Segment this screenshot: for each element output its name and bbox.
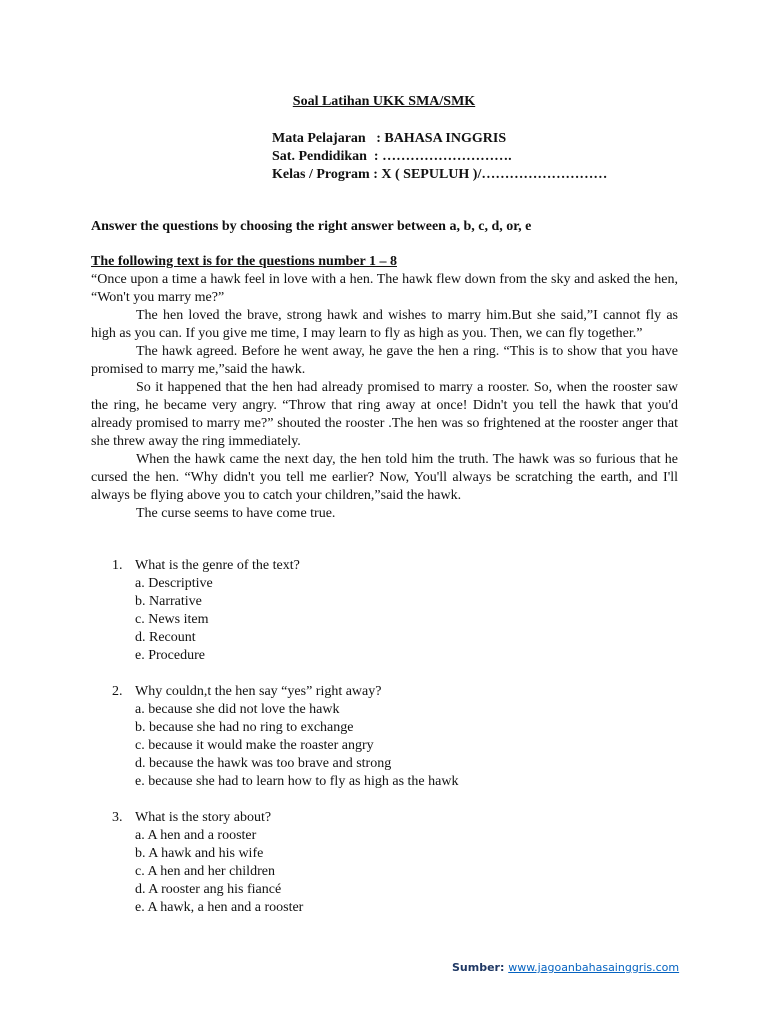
answer-option: a. because she did not love the hawk [135,702,340,717]
answer-option: e. A hawk, a hen and a rooster [135,900,304,915]
answer-options [112,701,672,791]
answer-option: d. Recount [135,630,196,645]
answer-options [112,827,672,917]
passage-paragraph: So it happened that the hen had already promised to marry a rooster. So, when the rooster saw the ring, he became very angry. “Throw that ring away at once! Didn't you tell the hawk that you'd already promised to marry me?” shouted the rooster .The hen was so frightened at the rooster anger that she threw away the ring immediately. [91,380,678,449]
question-number: 1. [112,558,123,573]
source-link[interactable]: www.jagoanbahasainggris.com [508,961,680,974]
meta-class-program: Kelas / Program : X ( SEPULUH )/……………………… [272,167,608,182]
question-2 [112,683,672,791]
document-title: Soal Latihan UKK SMA/SMK [292,94,476,109]
answer-option: b. A hawk and his wife [135,846,264,861]
question-list [112,557,672,935]
answer-option: e. Procedure [135,648,205,663]
passage-heading: The following text is for the questions number 1 – 8 [91,254,397,269]
passage-paragraph: The hen loved the brave, strong hawk and wishes to marry him.But she said,”I cannot fly as high as you can. If you give me time, I may learn to fly as high as you. Then, we can fly together.” [91,308,678,341]
question-text: What is the genre of the text? [135,558,300,573]
question-3 [112,809,672,917]
passage-paragraph: “Once upon a time a hawk feel in love with a hen. The hawk flew down from the sky and asked the hen, “Won't you marry me?” [91,272,678,305]
instruction: Answer the questions by choosing the right answer between a, b, c, d, or, e [91,219,532,234]
answer-option: c. A hen and her children [135,864,275,879]
question-number: 2. [112,684,123,699]
source-footer [452,961,679,974]
answer-option: a. Descriptive [135,576,213,591]
question-1 [112,557,672,665]
passage-paragraph: When the hawk came the next day, the hen told him the truth. The hawk was so furious that he cursed the hen. “Why didn't you tell me earlier? Now, You'll always be scratching the earth, and I'll always be flying above you to catch your children,”said the hawk. [91,452,678,503]
source-label: Sumber: [452,961,509,974]
answer-option: d. because the hawk was too brave and strong [135,756,392,771]
question-text: What is the story about? [135,810,272,825]
answer-options [112,575,672,665]
meta-school-unit: Sat. Pendidikan : ………………………. [272,149,512,164]
answer-option: c. News item [135,612,209,627]
exam-meta [272,130,607,184]
question-text: Why couldn,t the hen say “yes” right away? [135,684,382,699]
answer-option: e. because she had to learn how to fly as high as the hawk [135,774,459,789]
answer-option: c. because it would make the roaster angry [135,738,374,753]
answer-option: b. Narrative [135,594,202,609]
answer-option: a. A hen and a rooster [135,828,257,843]
question-number: 3. [112,810,123,825]
passage-paragraph: The hawk agreed. Before he went away, he gave the hen a ring. “This is to show that you have promised to marry me,”said the hawk. [91,344,678,377]
meta-subject: Mata Pelajaran : BAHASA INGGRIS [272,131,507,146]
passage-paragraph: The curse seems to have come true. [136,506,336,521]
reading-passage [91,271,678,523]
answer-option: d. A rooster ang his fiancé [135,882,282,897]
answer-option: b. because she had no ring to exchange [135,720,354,735]
